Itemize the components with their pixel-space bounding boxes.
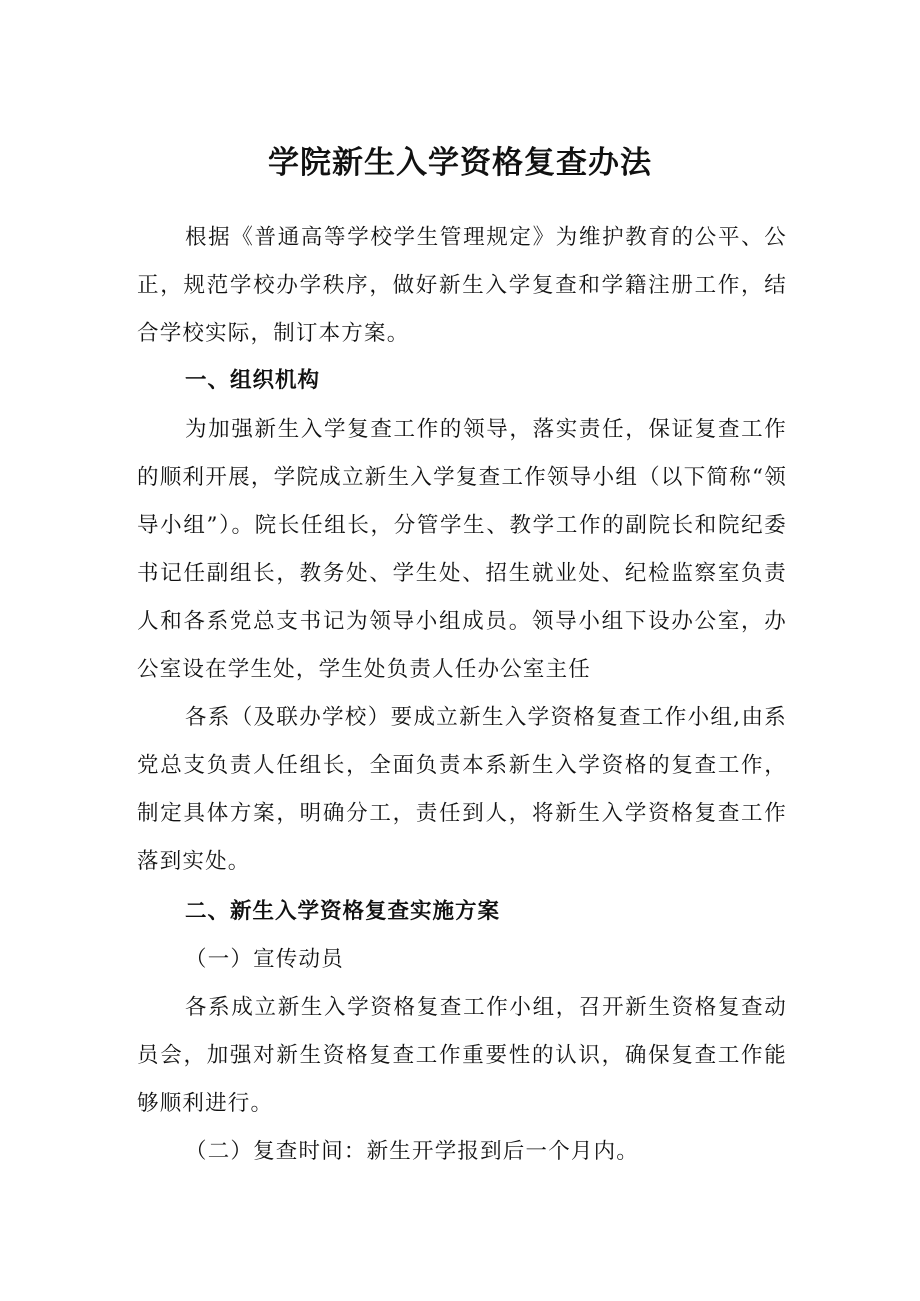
subsection-review-time: （二）复查时间：新生开学报到后一个月内。 [185,1139,640,1164]
organization-paragraph-2: 各系（及联办学校）要成立新生入学资格复查工作小组,由系党总支负责人任组长，全面负责本系新生入学资格的复查工作，制定具体方案，明确分工，责任到人，将新生入学资格复查工作落到实处。 [137,705,787,874]
publicity-paragraph: 各系成立新生入学资格复查工作小组，召开新生资格复查动员会，加强对新生资格复查工作重要性的认识，确保复查工作能够顺利进行。 [137,995,787,1116]
subsection-label-publicity: （一）宣传动员 [185,947,344,972]
document-title: 学院新生入学资格复查办法 [268,145,652,181]
organization-paragraph-1: 为加强新生入学复查工作的领导，落实责任，保证复查工作的顺利开展，学院成立新生入学复查工作领导小组（以下简称“领导小组”）。院长任组长，分管学生、教学工作的副院长和院纪委书记任副组长，教务处、学生处、招生就业处、纪检监察室负责人和各系党总支书记为领导小组成员。领导小组下设办公室，办公室设在学生处，学生处负责人任办公室主任 [137,417,787,682]
intro-paragraph: 根据《普通高等学校学生管理规定》为维护教育的公平、公正，规范学校办学秩序，做好新生入学复查和学籍注册工作，结合学校实际，制订本方案。 [137,225,787,346]
section-heading-implementation: 二、新生入学资格复查实施方案 [185,899,501,924]
section-heading-organization: 一、组织机构 [185,368,321,393]
